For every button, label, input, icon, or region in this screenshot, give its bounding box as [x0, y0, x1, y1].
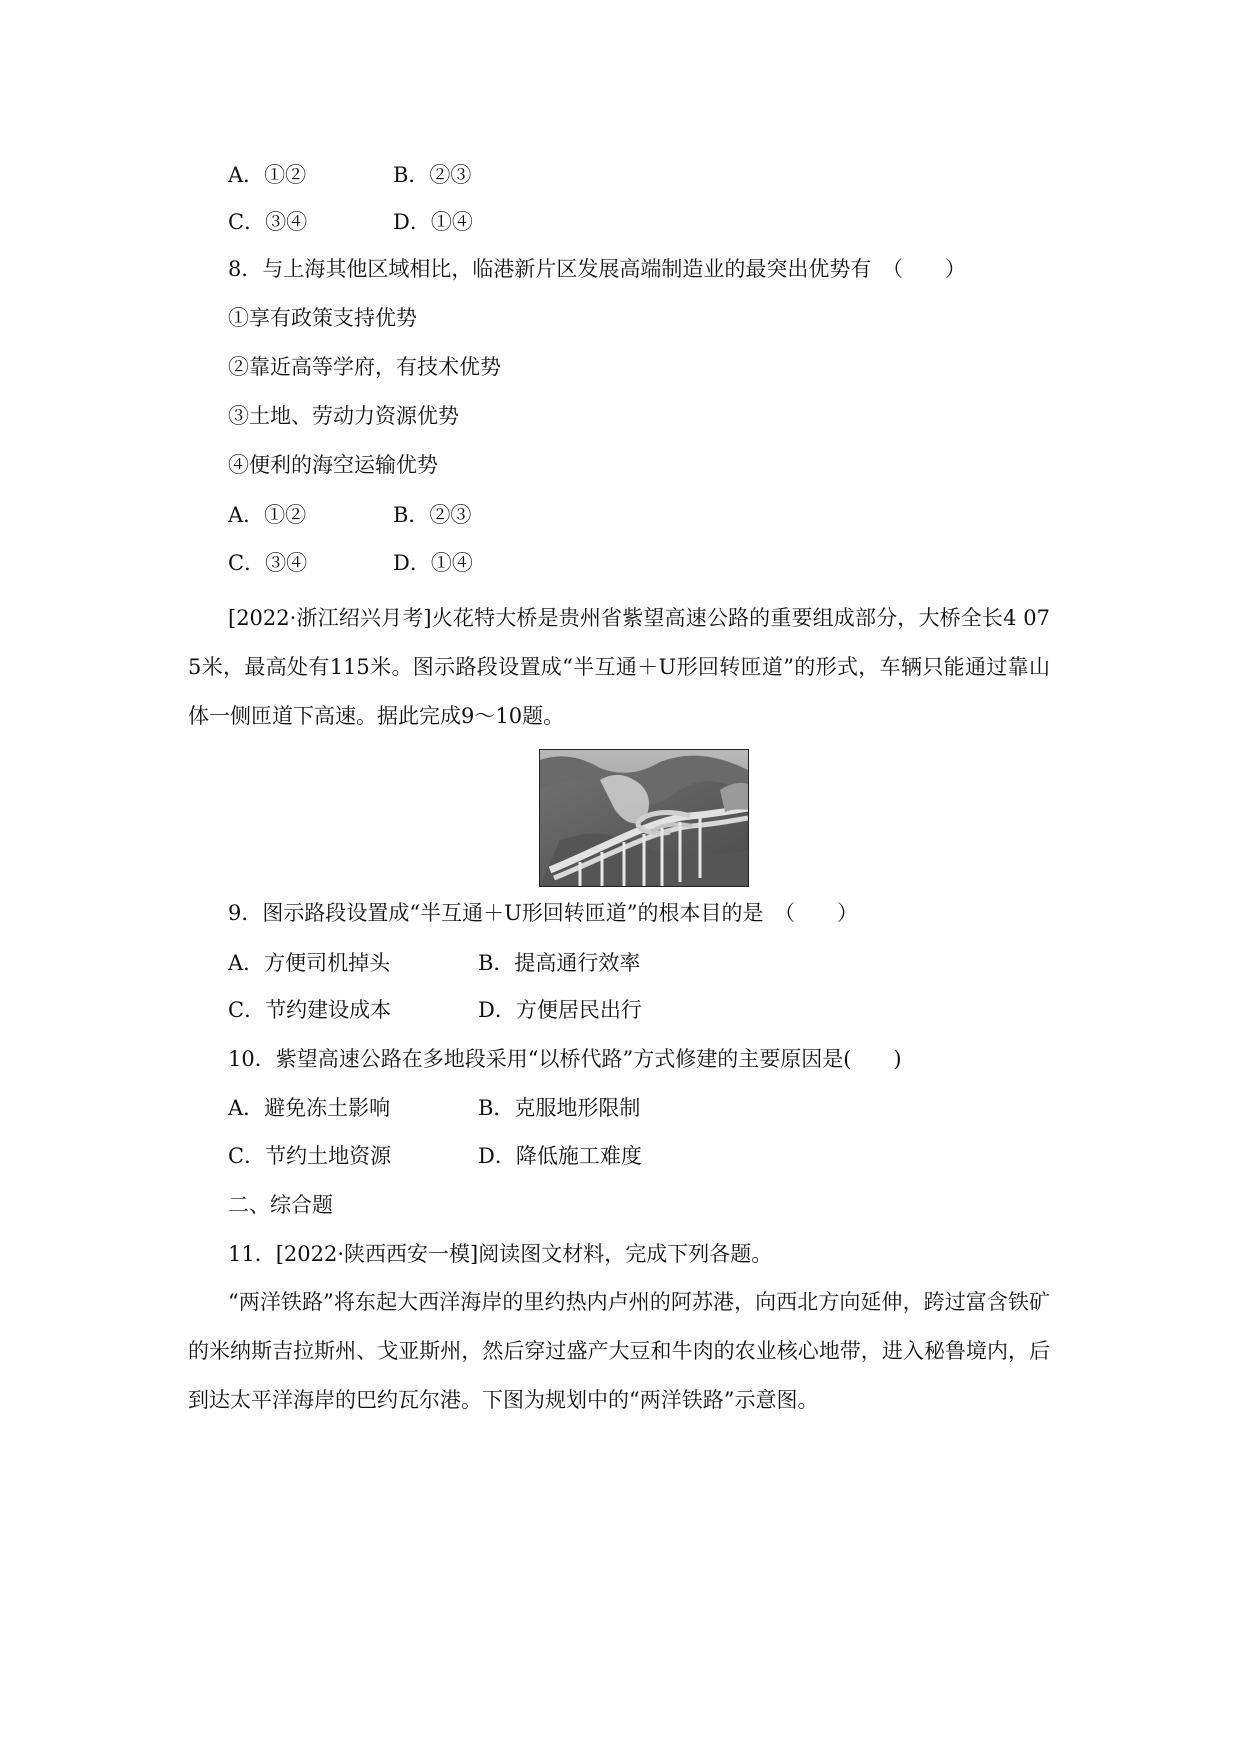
q9-option-d: D．方便居民出行	[478, 998, 642, 1022]
q8-item-2: ②靠近高等学府，有技术优势	[228, 355, 501, 379]
q9-options-row-2	[228, 997, 928, 1023]
q10-option-d: D．降低施工难度	[478, 1144, 642, 1168]
q10-stem: 10．紫望高速公路在多地段采用“以桥代路”方式修建的主要原因是( )	[228, 1047, 902, 1071]
q8-option-a: A．①②	[228, 503, 307, 527]
q9-option-c: C．节约建设成本	[228, 998, 392, 1022]
q11-passage: “两洋铁路”将东起大西洋海岸的里约热内卢州的阿苏港，向西北方向延伸，跨过富含铁矿的米纳斯吉拉斯州、戈亚斯州，然后穿过盛产大豆和牛肉的农业核心地带，进入秘鲁境内，后到达太平洋海岸的巴约瓦尔港。下图为规划中的“两洋铁路”示意图。	[188, 1290, 1050, 1412]
q7-option-d: D．①④	[393, 210, 473, 234]
q8-stem: 8．与上海其他区域相比，临港新片区发展高端制造业的最突出优势有 （ ）	[228, 257, 966, 281]
q8-item-1: ①享有政策支持优势	[228, 306, 417, 330]
q8-option-b: B．②③	[393, 503, 472, 527]
q8-option-d: D．①④	[393, 551, 473, 575]
q8-options-row-1	[228, 502, 828, 528]
q8-item-4: ④便利的海空运输优势	[228, 453, 438, 477]
q8-option-c: C．③④	[228, 551, 308, 575]
q10-options-row-1	[228, 1095, 928, 1121]
q9-option-a: A．方便司机掉头	[228, 951, 391, 975]
q9-options-row-1	[228, 950, 928, 976]
q7-options-row-2	[228, 209, 828, 235]
bridge-photo	[539, 749, 749, 887]
q10-option-c: C．节约土地资源	[228, 1144, 392, 1168]
q8-options-row-2	[228, 550, 828, 576]
q7-option-c: C．③④	[228, 210, 308, 234]
q10-options-row-2	[228, 1143, 928, 1169]
q9-option-b: B．提高通行效率	[478, 951, 641, 975]
q10-option-a: A．避免冻土影响	[228, 1096, 391, 1120]
q7-options-row-1	[228, 162, 828, 188]
section-heading-comprehensive: 二、综合题	[228, 1193, 333, 1217]
q9-stem: 9．图示路段设置成“半互通＋U形回转匝道”的根本目的是 （ ）	[228, 901, 859, 925]
q8-item-3: ③土地、劳动力资源优势	[228, 404, 459, 428]
q7-option-b: B．②③	[393, 163, 472, 187]
passage-9-10: [2022·浙江绍兴月考]火花特大桥是贵州省紫望高速公路的重要组成部分，大桥全长4 075米，最高处有115米。图示路段设置成“半互通＋U形回转匝道”的形式，车辆只能通过靠山体一侧匝道下高速。据此完成9～10题。	[188, 606, 1050, 728]
q10-option-b: B．克服地形限制	[478, 1096, 641, 1120]
q11-stem: 11．[2022·陕西西安一模]阅读图文材料，完成下列各题。	[228, 1242, 773, 1266]
q7-option-a: A．①②	[228, 163, 307, 187]
